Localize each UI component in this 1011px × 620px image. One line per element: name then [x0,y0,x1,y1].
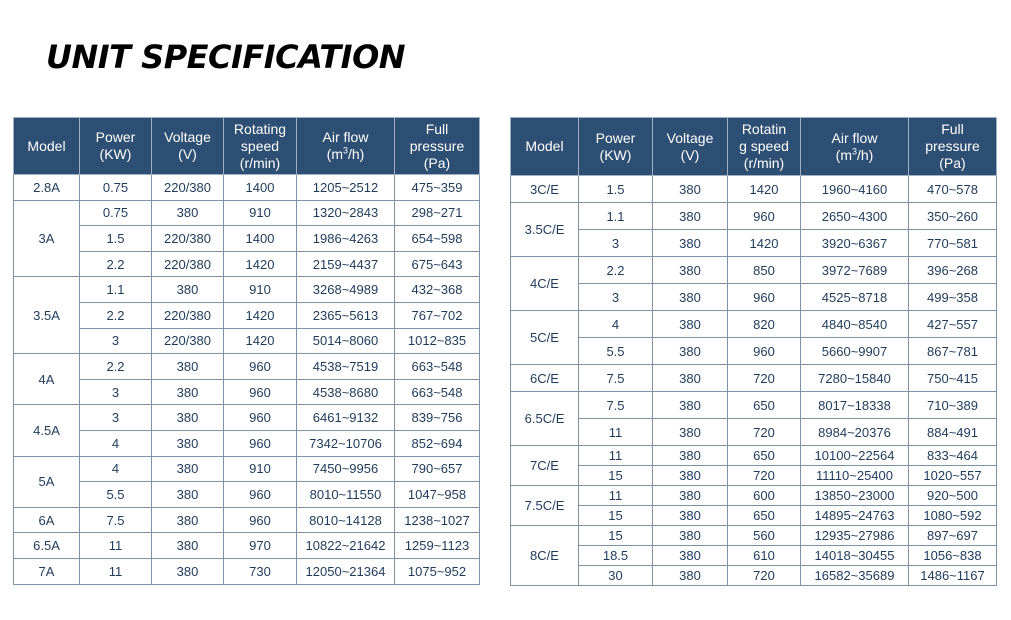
model-cell: 5C/E [511,311,579,365]
power-cell: 0.75 [80,175,152,201]
voltage-cell: 380 [653,506,728,526]
model-cell: 6C/E [511,365,579,392]
air-flow-cell: 8010~11550 [297,482,395,508]
full-pressure-cell: 790~657 [395,456,480,482]
power-cell: 11 [80,558,152,584]
voltage-cell: 380 [653,546,728,566]
voltage-cell: 380 [152,379,224,405]
power-cell: 2.2 [80,354,152,380]
table-row [511,203,997,230]
voltage-cell: 380 [653,526,728,546]
rotating-speed-cell: 1420 [224,328,297,354]
full-pressure-cell: 852~694 [395,430,480,456]
header-power: Power (KW) [579,118,653,176]
full-pressure-cell: 1012~835 [395,328,480,354]
voltage-cell: 380 [152,200,224,226]
model-cell: 8C/E [511,526,579,586]
table-row [14,328,480,354]
table-row [14,456,480,482]
power-cell: 2.2 [80,302,152,328]
voltage-cell: 380 [653,176,728,203]
full-pressure-cell: 663~548 [395,379,480,405]
rotating-speed-cell: 1420 [728,230,801,257]
full-pressure-cell: 710~389 [909,392,997,419]
power-cell: 0.75 [80,200,152,226]
rotating-speed-cell: 960 [224,430,297,456]
page-title: UNIT SPECIFICATION [46,38,406,76]
rotating-speed-cell: 650 [728,392,801,419]
full-pressure-cell: 1056~838 [909,546,997,566]
power-cell: 15 [579,466,653,486]
table-row [511,486,997,506]
full-pressure-cell: 663~548 [395,354,480,380]
full-pressure-cell: 654~598 [395,226,480,252]
rotating-speed-cell: 960 [224,405,297,431]
power-cell: 5.5 [579,338,653,365]
rotating-speed-cell: 720 [728,566,801,586]
rotating-speed-cell: 910 [224,277,297,303]
air-flow-cell: 16582~35689 [801,566,909,586]
model-cell: 7A [14,558,80,584]
power-cell: 11 [579,446,653,466]
voltage-cell: 380 [653,419,728,446]
voltage-cell: 380 [653,257,728,284]
table-row [14,405,480,431]
table-row [14,302,480,328]
rotating-speed-cell: 910 [224,200,297,226]
full-pressure-cell: 396~268 [909,257,997,284]
model-cell: 7.5C/E [511,486,579,526]
rotating-speed-cell: 560 [728,526,801,546]
voltage-cell: 220/380 [152,251,224,277]
voltage-cell: 380 [653,566,728,586]
power-cell: 5.5 [80,482,152,508]
table-row [14,558,480,584]
table-row [511,311,997,338]
power-cell: 3 [80,328,152,354]
full-pressure-cell: 833~464 [909,446,997,466]
power-cell: 18.5 [579,546,653,566]
air-flow-cell: 1960~4160 [801,176,909,203]
model-cell: 3.5C/E [511,203,579,257]
power-cell: 7.5 [80,507,152,533]
full-pressure-cell: 1486~1167 [909,566,997,586]
full-pressure-cell: 1047~958 [395,482,480,508]
air-flow-cell: 4525~8718 [801,284,909,311]
air-flow-cell: 8010~14128 [297,507,395,533]
full-pressure-cell: 897~697 [909,526,997,546]
header-voltage: Voltage (V) [152,118,224,175]
power-cell: 2.2 [80,251,152,277]
air-flow-cell: 7450~9956 [297,456,395,482]
model-cell: 3A [14,200,80,277]
full-pressure-cell: 298~271 [395,200,480,226]
table-row [511,466,997,486]
table-row [511,566,997,586]
full-pressure-cell: 499~358 [909,284,997,311]
air-flow-cell: 3268~4989 [297,277,395,303]
air-flow-cell: 11110~25400 [801,466,909,486]
voltage-cell: 380 [152,405,224,431]
rotating-speed-cell: 1400 [224,226,297,252]
header-full-pressure: Full pressure (Pa) [395,118,480,175]
table-row [511,526,997,546]
air-flow-cell: 1986~4263 [297,226,395,252]
table-row [511,176,997,203]
full-pressure-cell: 432~368 [395,277,480,303]
full-pressure-cell: 839~756 [395,405,480,431]
air-flow-cell: 4538~7519 [297,354,395,380]
rotating-speed-cell: 1420 [728,176,801,203]
spec-table-right [510,117,997,586]
air-flow-cell: 14018~30455 [801,546,909,566]
air-flow-cell: 1205~2512 [297,175,395,201]
air-flow-cell: 2159~4437 [297,251,395,277]
full-pressure-cell: 470~578 [909,176,997,203]
air-flow-cell: 4840~8540 [801,311,909,338]
power-cell: 15 [579,526,653,546]
power-cell: 7.5 [579,392,653,419]
voltage-cell: 220/380 [152,302,224,328]
table-row [14,251,480,277]
table-row [14,226,480,252]
table-row [14,430,480,456]
voltage-cell: 220/380 [152,175,224,201]
table-header-row [511,118,997,176]
table-row [511,419,997,446]
air-flow-cell: 10822~21642 [297,533,395,559]
air-flow-cell: 2650~4300 [801,203,909,230]
header-voltage: Voltage (V) [653,118,728,176]
full-pressure-cell: 750~415 [909,365,997,392]
rotating-speed-cell: 960 [224,354,297,380]
rotating-speed-cell: 960 [224,507,297,533]
power-cell: 11 [579,419,653,446]
voltage-cell: 380 [152,456,224,482]
voltage-cell: 380 [152,507,224,533]
model-cell: 4A [14,354,80,405]
air-flow-cell: 5014~8060 [297,328,395,354]
header-air-flow: Air flow $(m^3/h)$ [801,118,909,176]
power-cell: 1.5 [579,176,653,203]
power-cell: 4 [80,430,152,456]
air-flow-cell: 14895~24763 [801,506,909,526]
header-model: Model [14,118,80,175]
header-full-pressure: Full pressure (Pa) [909,118,997,176]
power-cell: 3 [579,284,653,311]
air-flow-cell: 3972~7689 [801,257,909,284]
model-cell: 3C/E [511,176,579,203]
rotating-speed-cell: 910 [224,456,297,482]
full-pressure-cell: 1238~1027 [395,507,480,533]
full-pressure-cell: 920~500 [909,486,997,506]
table-row [511,365,997,392]
voltage-cell: 220/380 [152,328,224,354]
power-cell: 7.5 [579,365,653,392]
rotating-speed-cell: 820 [728,311,801,338]
voltage-cell: 380 [653,392,728,419]
voltage-cell: 380 [152,482,224,508]
rotating-speed-cell: 730 [224,558,297,584]
rotating-speed-cell: 970 [224,533,297,559]
full-pressure-cell: 350~260 [909,203,997,230]
full-pressure-cell: 884~491 [909,419,997,446]
header-rotating-speed: Rotating speed (r/min) [224,118,297,175]
table-row [511,284,997,311]
air-flow-cell: 8017~18338 [801,392,909,419]
air-flow-cell: 10100~22564 [801,446,909,466]
voltage-cell: 380 [152,277,224,303]
table-header-row [14,118,480,175]
model-cell: 5A [14,456,80,507]
table-row [511,392,997,419]
header-model: Model [511,118,579,176]
air-flow-cell: 13850~23000 [801,486,909,506]
table-row [14,507,480,533]
full-pressure-cell: 1075~952 [395,558,480,584]
voltage-cell: 380 [653,446,728,466]
rotating-speed-cell: 960 [728,338,801,365]
table-row [14,482,480,508]
power-cell: 3 [80,379,152,405]
power-cell: 3 [579,230,653,257]
table-row [14,533,480,559]
full-pressure-cell: 770~581 [909,230,997,257]
table-row [511,338,997,365]
spec-table-left-body [14,175,480,585]
rotating-speed-cell: 960 [728,203,801,230]
power-cell: 11 [80,533,152,559]
rotating-speed-cell: 850 [728,257,801,284]
table-row [511,257,997,284]
rotating-speed-cell: 650 [728,446,801,466]
table-row [14,175,480,201]
voltage-cell: 380 [653,284,728,311]
rotating-speed-cell: 650 [728,506,801,526]
rotating-speed-cell: 960 [224,379,297,405]
voltage-cell: 380 [653,466,728,486]
rotating-speed-cell: 600 [728,486,801,506]
rotating-speed-cell: 720 [728,466,801,486]
model-cell: 4C/E [511,257,579,311]
rotating-speed-cell: 720 [728,419,801,446]
rotating-speed-cell: 1420 [224,302,297,328]
model-cell: 6A [14,507,80,533]
voltage-cell: 380 [152,430,224,456]
table-row [511,230,997,257]
air-flow-cell: 1320~2843 [297,200,395,226]
power-cell: 1.1 [80,277,152,303]
air-flow-cell: 8984~20376 [801,419,909,446]
full-pressure-cell: 1020~557 [909,466,997,486]
rotating-speed-cell: 1400 [224,175,297,201]
power-cell: 11 [579,486,653,506]
power-cell: 1.1 [579,203,653,230]
full-pressure-cell: 867~781 [909,338,997,365]
air-flow-cell: 2365~5613 [297,302,395,328]
voltage-cell: 380 [653,203,728,230]
full-pressure-cell: 427~557 [909,311,997,338]
power-cell: 15 [579,506,653,526]
voltage-cell: 380 [152,354,224,380]
voltage-cell: 380 [653,486,728,506]
model-cell: 7C/E [511,446,579,486]
rotating-speed-cell: 1420 [224,251,297,277]
table-row [14,277,480,303]
model-cell: 6.5A [14,533,80,559]
table-row [511,546,997,566]
power-cell: 2.2 [579,257,653,284]
air-flow-cell: 12935~27986 [801,526,909,546]
voltage-cell: 380 [653,365,728,392]
air-flow-cell: 12050~21364 [297,558,395,584]
air-flow-cell: 7342~10706 [297,430,395,456]
air-flow-cell: 6461~9132 [297,405,395,431]
power-cell: 3 [80,405,152,431]
full-pressure-cell: 675~643 [395,251,480,277]
header-power: Power (KW) [80,118,152,175]
table-row [14,200,480,226]
full-pressure-cell: 475~359 [395,175,480,201]
power-cell: 30 [579,566,653,586]
voltage-cell: 220/380 [152,226,224,252]
air-flow-cell: 5660~9907 [801,338,909,365]
air-flow-cell: 4538~8680 [297,379,395,405]
full-pressure-cell: 767~702 [395,302,480,328]
table-row [14,354,480,380]
model-cell: 3.5A [14,277,80,354]
power-cell: 1.5 [80,226,152,252]
model-cell: 4.5A [14,405,80,456]
voltage-cell: 380 [152,533,224,559]
rotating-speed-cell: 720 [728,365,801,392]
rotating-speed-cell: 960 [224,482,297,508]
voltage-cell: 380 [653,230,728,257]
header-air-flow: Air flow $(m^3/h)$ [297,118,395,175]
rotating-speed-cell: 960 [728,284,801,311]
model-cell: 6.5C/E [511,392,579,446]
table-row [511,446,997,466]
air-flow-cell: 7280~15840 [801,365,909,392]
voltage-cell: 380 [653,338,728,365]
power-cell: 4 [579,311,653,338]
spec-table-left [13,117,480,585]
full-pressure-cell: 1259~1123 [395,533,480,559]
air-flow-cell: 3920~6367 [801,230,909,257]
voltage-cell: 380 [152,558,224,584]
spec-table-right-body [511,176,997,586]
power-cell: 4 [80,456,152,482]
full-pressure-cell: 1080~592 [909,506,997,526]
header-rotating-speed: Rotatin g speed (r/min) [728,118,801,176]
table-row [14,379,480,405]
model-cell: 2.8A [14,175,80,201]
voltage-cell: 380 [653,311,728,338]
rotating-speed-cell: 610 [728,546,801,566]
table-row [511,506,997,526]
